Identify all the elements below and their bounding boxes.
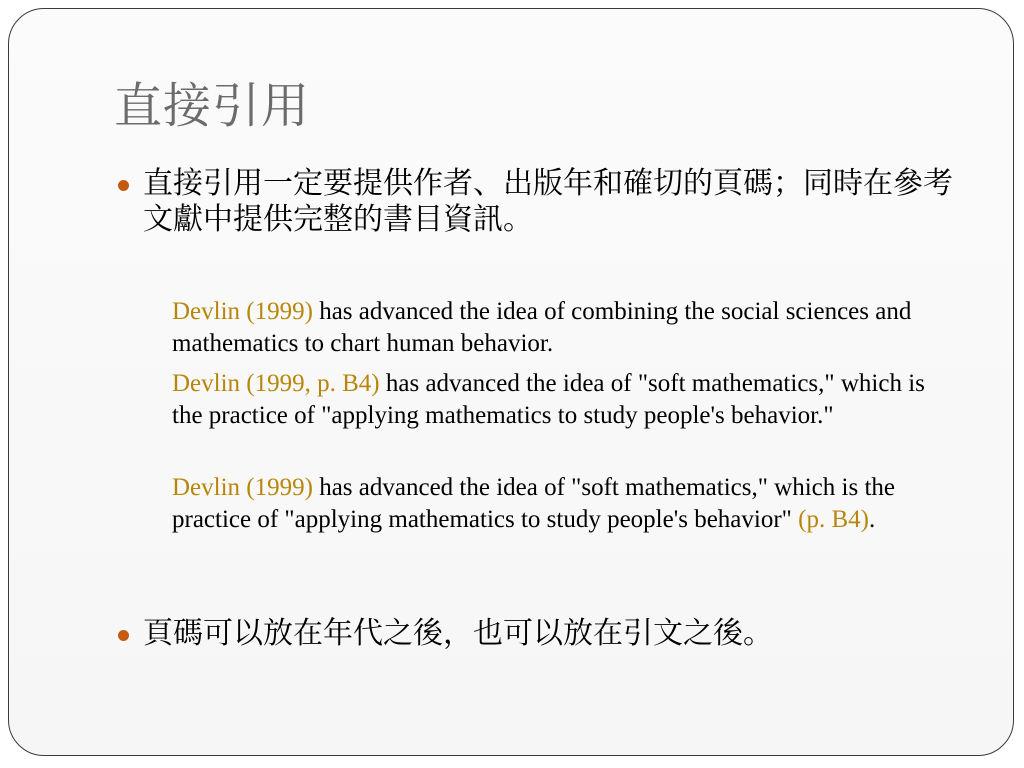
- citation: Devlin (1999): [172, 474, 313, 501]
- bullet-item: [118, 616, 998, 652]
- bullet-dot-icon: [118, 180, 129, 191]
- bullet-item: [118, 166, 958, 238]
- bullet-dot-icon: [118, 630, 129, 641]
- citation: Devlin (1999, p. B4): [172, 370, 380, 397]
- example-text: has advanced the idea of "soft mathematics," which is the practice of "applying mathematics to study people's behavior": [172, 474, 895, 533]
- example-quote: [172, 368, 942, 432]
- example-quote: [172, 472, 972, 536]
- example-text: has advanced the idea of "soft mathematics," which is the practice of "applying mathematics to study people's behavior.": [172, 370, 925, 429]
- example-text: has advanced the idea of combining the social sciences and mathematics to chart human behavior.: [172, 298, 912, 357]
- bullet-text: 直接引用一定要提供作者、出版年和確切的頁碼；同時在參考文獻中提供完整的書目資訊。: [143, 166, 953, 237]
- example-end: .: [868, 506, 876, 533]
- citation: Devlin (1999): [172, 298, 313, 325]
- slide-title: 直接引用: [114, 78, 311, 134]
- example-quote: [172, 296, 932, 360]
- bullet-text: 頁碼可以放在年代之後，也可以放在引文之後。: [143, 616, 773, 651]
- page-citation: (p. B4): [798, 506, 869, 533]
